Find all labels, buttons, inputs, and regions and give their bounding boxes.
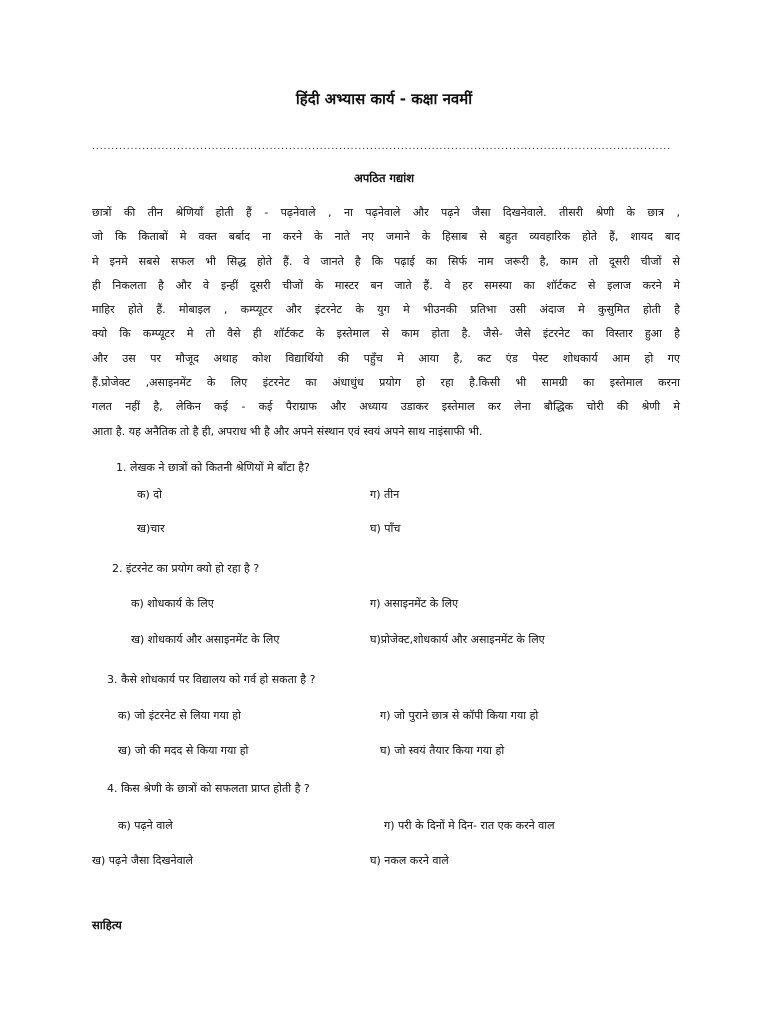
question-1-option-ka: क) दो [137, 488, 162, 501]
question-3-option-kha: ख) जो की मदद से किया गया हो [118, 744, 249, 757]
passage-line: आता है. यह अनैतिक तो है ही, अपराध भी है और अपने संस्थान एवं स्वयं अपने साथ नाइंसाफी भी. [92, 424, 483, 438]
question-4-option-gha: घ) नकल करने वाले [370, 854, 449, 867]
passage-line: जो कि किताबों मे वक्त बर्बाद ना करने के नाते नए जमाने के हिसाब से बहुत व्यवहारिक होते हैं, शायद बाद [92, 230, 680, 244]
passage-line: गलत नहीं है, लेकिन कई - कई पैराग्राफ और अध्याय उडाकर इस्तेमाल कर लेना बौद्धिक चोरी की श्रेणी मे [92, 400, 680, 414]
question-2-option-gha: घ)प्रोजेक्ट,शोधकार्य और असाइनमेंट के लिए [370, 633, 545, 646]
question-4-option-ka: क) पढ़ने वाले [118, 819, 173, 832]
passage-line: छात्रों की तीन श्रेणियाँ होती हैं - पढ़नेवाले , ना पढ़नेवाले और पढ़ने जैसा दिखनेवाले. तीसरी श्रेणी के छात्र , [92, 206, 680, 219]
question-3: 3. कैसे शोधकार्य पर विद्यालय को गर्व हो सकता है ? [107, 673, 316, 686]
passage-line: हैं.प्रोजेक्ट ,असाइनमेंट के लिए इंटरनेट का अंधाधुंध प्रयोग हो रहा है.किसी भी सामग्री का इस्तेमाल करना [92, 376, 680, 390]
dotted-separator: ...................................................................................................................................................... [92, 142, 672, 152]
question-1: 1. लेखक ने छात्रों को कितनी श्रेणियों मे बाँटा है? [116, 461, 310, 474]
passage-line: क्यो कि कम्प्यूटर मे तो वैसे ही शॉर्टकट के इस्तेमाल से काम होता है. जैसे- जैसे इंटरनेट का विस्तार हुआ है [92, 327, 680, 341]
question-1-option-kha: ख)चार [137, 522, 165, 535]
document-title: हिंदी अभ्यास कार्य - कक्षा नवमीं [295, 90, 473, 108]
passage-line: और उस पर मौजूद अथाह कोश विद्यार्थियो की पहुँच मे आया है, कट एंड पेस्ट शोधकार्य आम हो गए [92, 351, 680, 365]
question-4-option-ga: ग) परी के दिनों मे दिन- रात एक करने वाल [384, 819, 555, 832]
question-2-option-ka: क) शोधकार्य के लिए [131, 597, 214, 610]
section-heading: अपठित गद्यांश [353, 171, 415, 185]
passage-line: माहिर होते हैं. मोबाइल , कम्प्यूटर और इंटरनेट के युग मे भीउनकी प्रतिभा उसी अंदाज मे कुसुमित होती है [92, 303, 680, 317]
passage-paragraph [92, 204, 680, 447]
question-2: 2. इंटरनेट का प्रयोग क्यो हो रहा है ? [112, 562, 260, 575]
question-1-option-gha: घ) पाँच [370, 522, 401, 535]
passage-line: मे इनमे सबसे सफल भी सिद्ध होते हैं. वे जानते है कि पढ़ाई का सिर्फ नाम जरूरी है, काम तो दूसरी चीजों से [92, 254, 680, 268]
question-3-option-ka: क) जो इंटरनेट से लिया गया हो [118, 709, 241, 722]
question-4: 4. किस श्रेणी के छात्रों को सफलता प्राप्त होती है ? [107, 782, 310, 795]
question-2-option-ga: ग) असाइनमेंट के लिए [370, 597, 459, 610]
question-4-option-kha: ख) पढ़ने जैसा दिखनेवाले [92, 854, 193, 867]
passage-line: ही निकलता है और वे इन्हीं दूसरी चीजों के मास्टर बन जाते हैं. वे हर समस्या का शॉर्टकट से इलाज करने मे [92, 278, 680, 292]
question-3-option-gha: घ) जो स्वयं तैयार किया गया हो [380, 744, 505, 757]
question-3-option-ga: ग) जो पुराने छात्र से कॉपी किया गया हो [380, 709, 539, 722]
question-1-option-ga: ग) तीन [370, 488, 400, 501]
footer-heading: साहित्य [92, 918, 122, 932]
question-2-option-kha: ख) शोधकार्य और असाइनमेंट के लिए [131, 633, 280, 646]
